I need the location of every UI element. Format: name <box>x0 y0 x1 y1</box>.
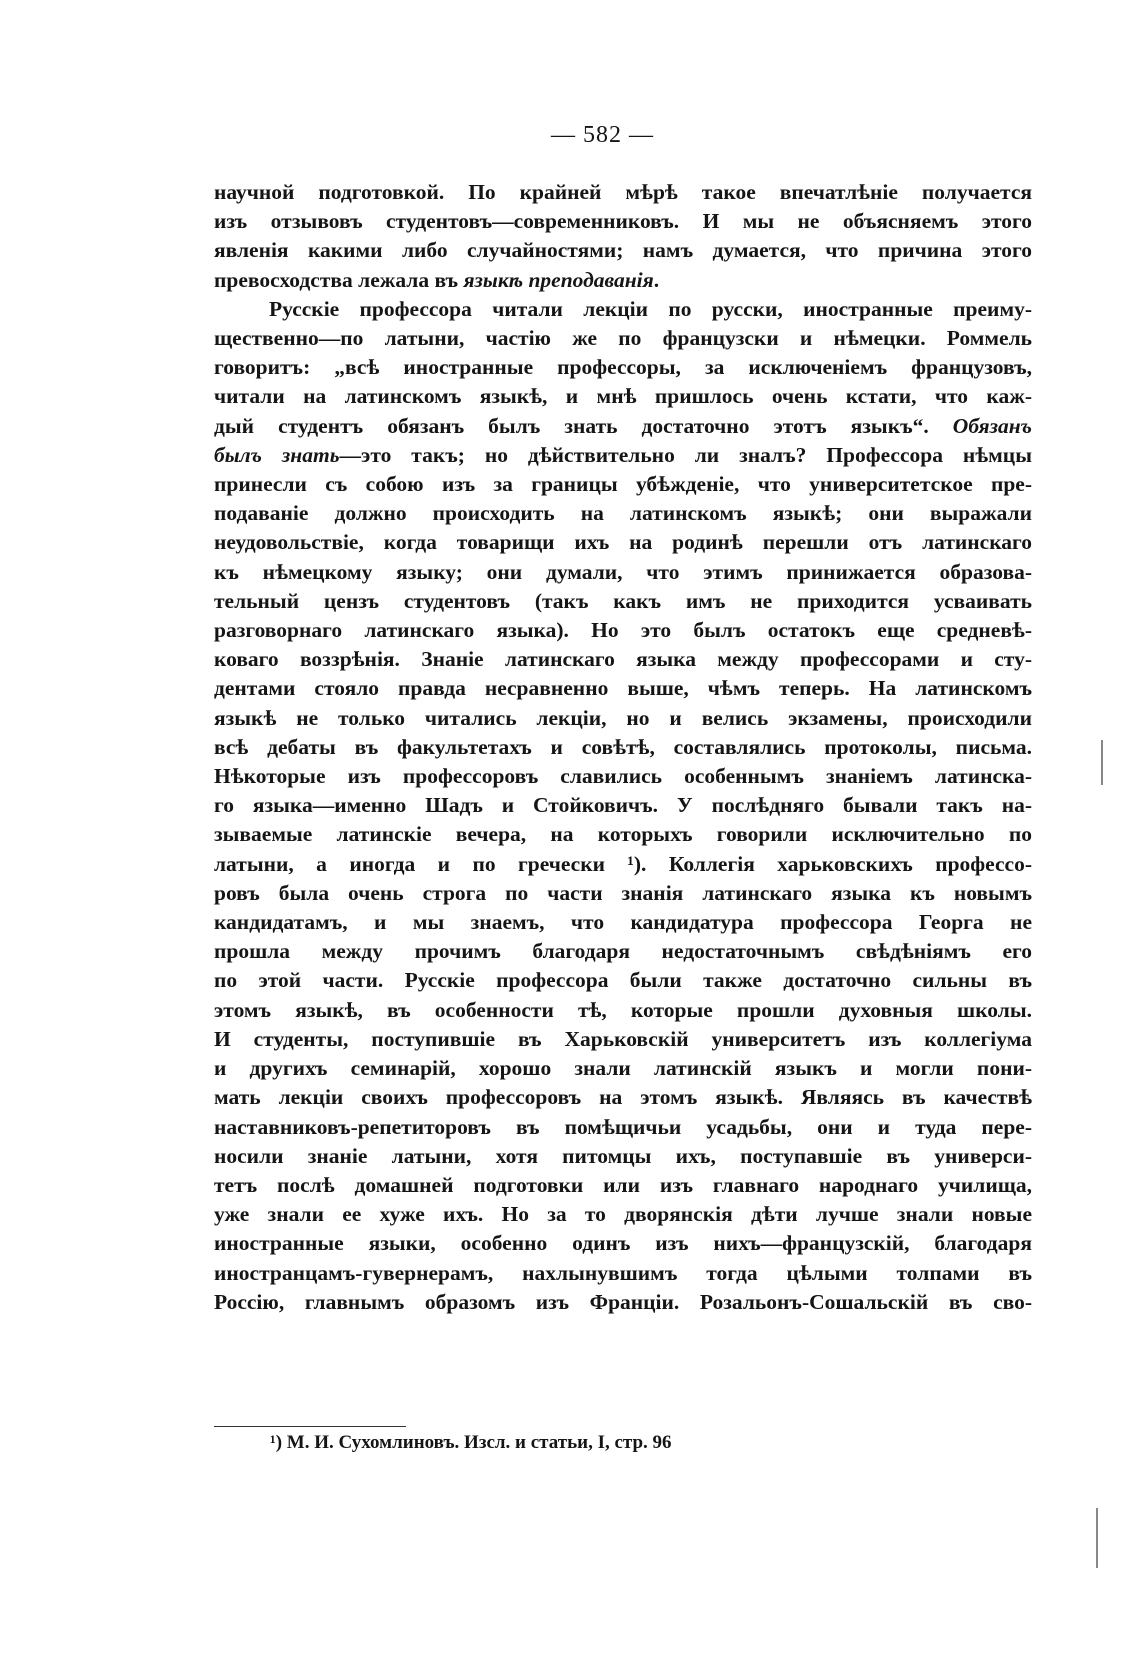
paragraph <box>214 295 1032 1317</box>
text-line: иностранцамъ-гувернерамъ, нахлынувшимъ тогда цѣлыми толпами въ <box>214 1260 1032 1285</box>
paragraph <box>214 178 1032 295</box>
text-line: тельный цензъ студентовъ (такъ какъ имъ не приходится усваивать <box>214 588 1032 613</box>
text-line: го языка—именно Шадъ и Стойковичъ. У послѣдняго бывали такъ на- <box>214 793 1032 818</box>
text-line: явленія какими либо случайностями; намъ думается, что причина этого <box>214 238 1032 263</box>
text-line: читали на латинскомъ языкѣ, и мнѣ пришлось очень кстати, что каж- <box>214 384 1032 409</box>
text-line: ровъ была очень строга по части знанія латинскаго языка къ новымъ <box>214 880 1032 905</box>
italic-emphasis: языкѣ преподаванія <box>463 267 654 292</box>
text-line: къ нѣмецкому языку; они думали, что этимъ принижается образова- <box>214 559 1032 584</box>
text-line: разговорнаго латинскаго языка). Но это былъ остатокъ еще средневѣ- <box>214 618 1032 643</box>
text-line: принесли съ собою изъ за границы убѣжденіе, что университетское пре- <box>214 472 1032 497</box>
text-line: дентами стояло правда несравненно выше, чѣмъ теперь. На латинскомъ <box>214 676 1032 701</box>
text-line: И студенты, поступившіе въ Харьковскій университетъ изъ коллегіума <box>214 1026 1032 1051</box>
text-line: и другихъ семинарій, хорошо знали латинскій языкъ и могли пони- <box>214 1056 1032 1081</box>
footnote: ¹) М. И. Сухомлиновъ. Изсл. и статьи, I, стр. 96 <box>270 1432 672 1453</box>
scan-mark-right-upper <box>1101 740 1103 785</box>
text-line: иностранные языки, особенно одинъ изъ нихъ—французскій, благодаря <box>214 1231 1032 1256</box>
text-line: неудовольствіе, когда товарищи ихъ на родинѣ перешли отъ латинскаго <box>214 530 1032 555</box>
footnote-divider <box>214 1426 406 1427</box>
text-line: всѣ дебаты въ факультетахъ и совѣтѣ, составлялись протоколы, письма. <box>214 734 1032 759</box>
text-line: Россію, главнымъ образомъ изъ Франціи. Розальонъ-Сошальскій въ сво- <box>214 1289 1032 1314</box>
text-line: изъ отзывовъ студентовъ—современниковъ. И мы не объясняемъ этого <box>214 209 1032 234</box>
italic-emphasis: Обязанъ <box>952 413 1032 438</box>
text-line: мать лекціи своихъ профессоровъ на этомъ языкѣ. Являясь въ качествѣ <box>214 1085 1032 1110</box>
scan-mark-right-lower <box>1096 1508 1098 1568</box>
text-line: коваго воззрѣнія. Знаніе латинскаго языка между профессорами и сту- <box>214 647 1032 672</box>
text-line: зываемые латинскіе вечера, на которыхъ говорили исключительно по <box>214 822 1032 847</box>
text-line: Нѣкоторые изъ профессоровъ славились особеннымъ знаніемъ латинска- <box>214 764 1032 789</box>
text-line: дый студентъ обязанъ былъ знать достаточно этотъ языкъ“. Обязанъ <box>214 413 1032 438</box>
text-line: говоритъ: „всѣ иностранные профессоры, за исключеніемъ французовъ, <box>214 355 1032 380</box>
text-line: кандидатамъ, и мы знаемъ, что кандидатура профессора Георга не <box>214 910 1032 935</box>
text-line: уже знали ее хуже ихъ. Но за то дворянскія дѣти лучше знали новые <box>214 1202 1032 1227</box>
text-line: латыни, а иногда и по гречески ¹). Коллегія харьковскихъ профессо- <box>214 851 1032 876</box>
text-line: Русскіе профессора читали лекціи по русски, иностранные преиму- <box>269 296 1032 321</box>
text-line: подаваніе должно происходить на латинскомъ языкѣ; они выражали <box>214 501 1032 526</box>
text-line: языкѣ не только читались лекціи, но и велись экзамены, происходили <box>214 705 1032 730</box>
body-text <box>214 178 1032 1317</box>
italic-emphasis: былъ знать <box>214 442 340 467</box>
text-line: прошла между прочимъ благодаря недостаточнымъ свѣдѣніямъ его <box>214 939 1032 964</box>
text-line: былъ знать—это такъ; но дѣйствительно ли зналъ? Профессора нѣмцы <box>214 442 1032 467</box>
page-number: — 582 — <box>551 122 654 148</box>
text-line: наставниковъ-репетиторовъ въ помѣщичьи усадьбы, они и туда пере- <box>214 1114 1032 1139</box>
text-line: тетъ послѣ домашней подготовки или изъ главнаго народнаго училища, <box>214 1172 1032 1197</box>
text-line: по этой части. Русскіе профессора были также достаточно сильны въ <box>214 968 1032 993</box>
text-line: научной подготовкой. По крайней мѣрѣ такое впечатлѣніе получается <box>214 180 1032 204</box>
text-line: щественно—по латыни, частію же по французски и нѣмецки. Роммель <box>214 326 1032 351</box>
text-line: носили знаніе латыни, хотя питомцы ихъ, поступавшіе въ универси- <box>214 1143 1032 1168</box>
text-line: превосходства лежала въ языкѣ преподаванія. <box>214 267 660 292</box>
text-line: этомъ языкѣ, въ особенности тѣ, которые прошли духовныя школы. <box>214 997 1032 1022</box>
